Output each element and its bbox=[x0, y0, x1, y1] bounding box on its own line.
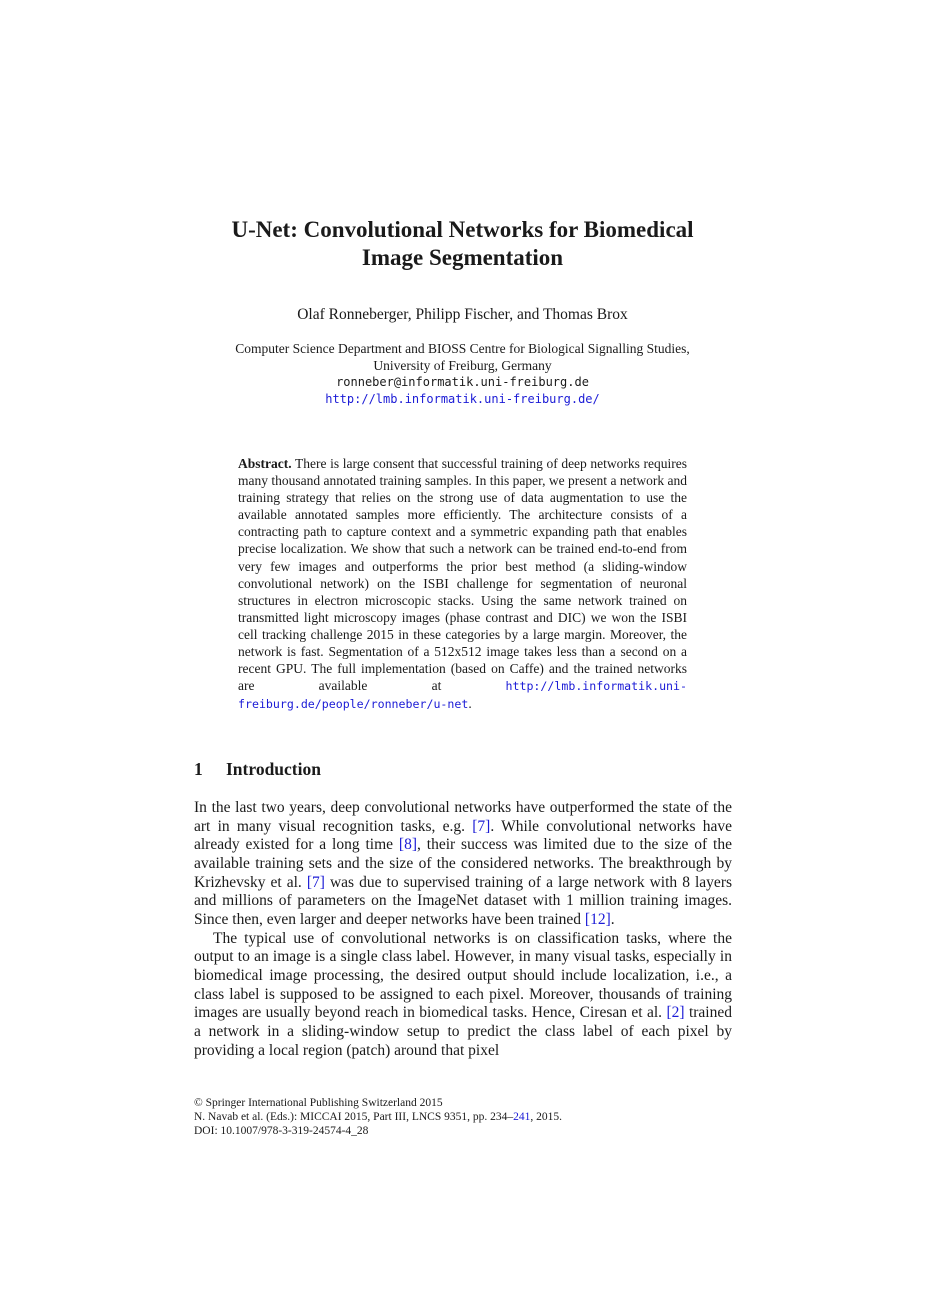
citation-link[interactable]: [2] bbox=[666, 1004, 685, 1022]
abstract-end: . bbox=[468, 696, 472, 712]
body-text bbox=[194, 799, 732, 1060]
citation-line bbox=[194, 1110, 562, 1124]
p1-text-e: . bbox=[610, 910, 615, 928]
paragraph-1 bbox=[194, 799, 732, 930]
affiliation-block bbox=[150, 340, 775, 408]
abstract-label: Abstract. bbox=[238, 456, 292, 471]
paper-title bbox=[150, 216, 775, 272]
affiliation-line-1: Computer Science Department and BIOSS Centre for Biological Signalling Studies, bbox=[235, 341, 690, 356]
section-heading bbox=[194, 759, 321, 780]
paragraph-2 bbox=[194, 930, 732, 1061]
title-line-1: U-Net: Convolutional Networks for Biomedical bbox=[231, 217, 694, 242]
author-list: Olaf Ronneberger, Philipp Fischer, and Thomas Brox bbox=[297, 306, 628, 323]
copyright-line: © Springer International Publishing Switzerland 2015 bbox=[194, 1097, 443, 1109]
citation-link[interactable]: [12] bbox=[584, 910, 611, 928]
citation-link[interactable]: [8] bbox=[398, 836, 417, 854]
lab-homepage-link[interactable]: http://lmb.informatik.uni-freiburg.de/ bbox=[325, 392, 600, 406]
p1-text-d: was due to supervised training of a large network with 8 layers and millions of parameters on the ImageNet dataset with 1 million training images. Since then, even larger and deeper networks have been trained bbox=[194, 873, 733, 928]
citation-year: , 2015. bbox=[530, 1111, 562, 1124]
code-link[interactable]: http://lmb.informatik.uni-freiburg.de/people/ronneber/u-net bbox=[238, 679, 687, 712]
footnote-block bbox=[194, 1096, 562, 1139]
citation-link[interactable]: [7] bbox=[472, 817, 491, 835]
author-email[interactable]: ronneber@informatik.uni-freiburg.de bbox=[336, 375, 589, 389]
p2-text-a: The typical use of convolutional networks is on classification tasks, where the output to an image is a single class label. However, in many visual tasks, especially in biomedical image processing, the desired output should include localization, i.e., a class label is supposed to be assigned to each pixel. Moreover, thousands of training images are usually beyond reach in biomedical tasks. Hence, Ciresan et al. bbox=[194, 929, 732, 1022]
p1-text-c: , their success was limited due to the size of the available training sets and the size of the considered networks. The breakthrough by Krizhevsky et al. bbox=[194, 836, 732, 891]
doi-line: DOI: 10.1007/978-3-319-24574-4_28 bbox=[194, 1125, 369, 1138]
end-page-link[interactable]: 241 bbox=[513, 1111, 531, 1124]
p1-text-a: In the last two years, deep convolutional networks have outperformed the state of the art in many visual recognition tasks, e.g. bbox=[194, 799, 732, 835]
section-number: 1 bbox=[194, 759, 203, 779]
section-title: Introduction bbox=[226, 759, 321, 779]
abstract-text: There is large consent that successful training of deep networks requires many thousand annotated training samples. In this paper, we present a network and training strategy that relies on the strong use of data augmentation to use the available annotated samples more efficiently. The architecture consists of a contracting path to capture context and a symmetric expanding path that enables precise localization. We show that such a network can be trained end-to-end from very few images and outperforms the prior best method (a sliding-window convolutional network) on the ISBI challenge for segmentation of neuronal structures in electron microscopic stacks. Using the same network trained on transmitted light microscopy images (phase contrast and DIC) we won the ISBI cell tracking challenge 2015 in these categories by a large margin. Moreover, the network is fast. Segmentation of a 512x512 image takes less than a second on a recent GPU. The full implementation (based on Caffe) and the trained networks are available at bbox=[238, 456, 687, 694]
title-line-2: Image Segmentation bbox=[361, 245, 564, 270]
abstract bbox=[238, 455, 687, 713]
p1-text-b: . While convolutional networks have already existed for a long time bbox=[194, 817, 732, 854]
affiliation-line-2: University of Freiburg, Germany bbox=[373, 358, 552, 373]
p2-text-b: trained a network in a sliding-window setup to predict the class label of each pixel by providing a local region (patch) around that pixel bbox=[194, 1004, 732, 1059]
citation-link[interactable]: [7] bbox=[306, 873, 325, 891]
citation-text: N. Navab et al. (Eds.): MICCAI 2015, Part III, LNCS 9351, pp. 234– bbox=[194, 1111, 514, 1124]
